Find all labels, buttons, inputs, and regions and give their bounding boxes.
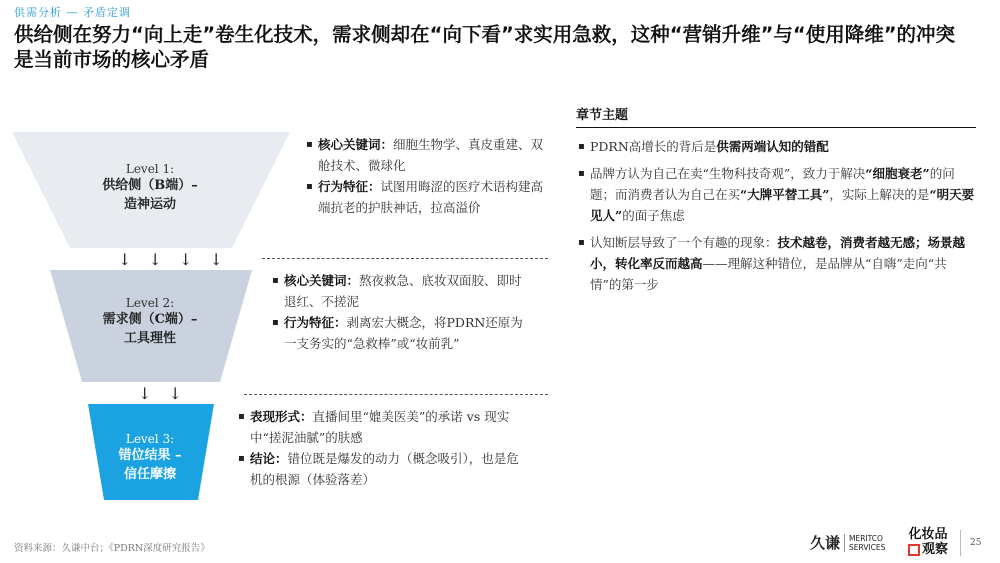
level-3-name: Level 3:	[125, 432, 175, 446]
level-1-details	[306, 134, 548, 218]
logo-jiuqian-text: 久谦	[810, 534, 841, 552]
level-3-details	[238, 406, 528, 490]
list-item: ▪ 表现形式：直播间里“媲美医美”的承诺 vs 现实中“搓泥油腻”的肤感	[238, 406, 528, 448]
arrows-1: ↓ ↓ ↓ ↓	[118, 250, 229, 269]
divider	[244, 394, 548, 395]
logo-divider	[844, 534, 845, 552]
list-item: ▪ 核心关键词：熬夜救急、底妆双面胶、即时退红、不搓泥	[272, 270, 528, 312]
logo-meritco: MERITCO SERVICES	[849, 533, 886, 552]
list-item: ▪ 认知断层导致了一个有趣的现象：技术越卷，消费者越无感；场景越小，转化率反而越高——理解这种错位，是品牌从“自嗨”走向“共情”的第一步	[578, 232, 976, 295]
page-title: 供给侧在努力“向上走”卷生化技术，需求侧却在“向下看”求实用急救，这种“营销升维”与“使用降维”的冲突是当前市场的核心矛盾	[14, 23, 956, 71]
level-1-subtitle: 造神运动	[123, 197, 176, 212]
level-3-label	[80, 432, 220, 484]
summary-heading: 章节主题	[576, 104, 976, 128]
level-3-subtitle: 信任摩擦	[123, 467, 176, 482]
level-2-name: Level 2:	[125, 296, 175, 310]
level-2-label	[60, 296, 240, 348]
level-3-title: 错位结果 –	[118, 448, 182, 463]
level-2-details	[272, 270, 528, 354]
list-item: ▪ 结论：错位既是爆发的动力（概念吸引），也是危机的根源（体验落差）	[238, 448, 528, 490]
source-note: 资料来源：久谦中台；《PDRN深度研究报告》	[14, 543, 210, 554]
level-1-title: 供给侧（B端）–	[102, 178, 198, 193]
guancha-logo: 化妆品 观察	[908, 527, 949, 557]
list-item: ▪ 核心关键词：细胞生物学、真皮重建、双舱技术、微球化	[306, 134, 548, 176]
list-item: ▪ PDRN高增长的背后是供需两端认知的错配	[578, 136, 976, 157]
arrows-2: ↓ ↓	[138, 384, 188, 403]
jiuqian-meritco-logo	[810, 532, 885, 553]
list-item: ▪ 品牌方认为自己在卖“生物科技奇观”，致力于解决“细胞衰老”的问题；而消费者认为自己在买“大牌平替工具”，实际上解决的是“明天要见人”的面子焦虑	[578, 163, 976, 226]
summary-panel	[578, 136, 976, 301]
level-2-title: 需求侧（C端）–	[102, 312, 198, 327]
list-item: ▪ 行为特征：剥离宏大概念，将PDRN还原为一支务实的“急救棒”或“妆前乳”	[272, 312, 528, 354]
square-icon	[908, 544, 920, 556]
divider	[262, 258, 548, 259]
footer-divider	[960, 530, 961, 556]
level-2-subtitle: 工具理性	[123, 331, 176, 346]
level-1-name: Level 1:	[125, 162, 175, 176]
breadcrumb: 供需分析 — 矛盾定调	[14, 6, 131, 19]
page-number: 25	[970, 538, 982, 548]
list-item: ▪ 行为特征：试图用晦涩的医疗术语构建高端抗老的护肤神话，拉高溢价	[306, 176, 548, 218]
level-1-label	[60, 162, 240, 214]
